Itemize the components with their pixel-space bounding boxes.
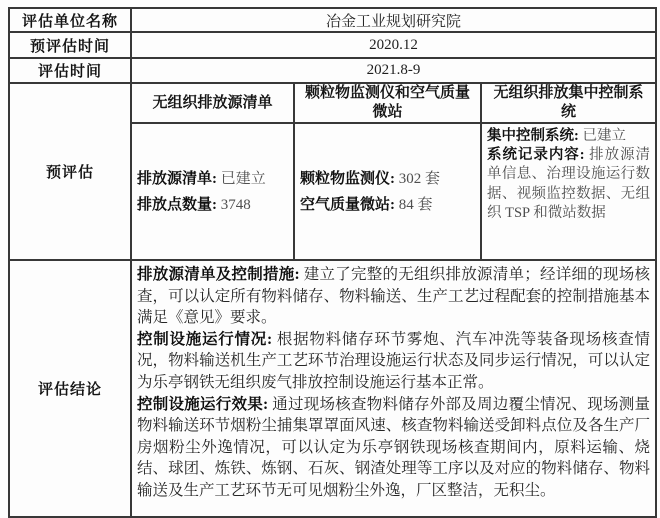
row-assess-unit [9, 8, 656, 32]
assessment-table [8, 7, 657, 518]
header-emission-inventory: 无组织排放源清单 [131, 83, 294, 123]
assessment-table-sheet [8, 7, 657, 518]
row-assess-time [9, 58, 656, 83]
preassess-time-label: 预评估时间 [9, 32, 131, 58]
conclusion-p1-text: 建立了完整的无组织排放源清单；经详细的现场核查，可以认定所有物料储存、物料输送、生产工艺过程配套的控制措施基本满足《意见》要求。 [137, 266, 651, 327]
assess-unit-value: 冶金工业规划研究院 [131, 8, 656, 32]
header-central-control-system: 无组织排放集中控制系统 [481, 83, 656, 123]
assess-time-value: 2021.8-9 [131, 58, 656, 83]
cell-central-control [481, 123, 656, 260]
microstation-value: 84 套 [398, 196, 433, 213]
central-control-status-line [487, 127, 650, 146]
conclusion-paragraph-effect [137, 394, 650, 502]
emission-points-label: 排放点数量: [137, 196, 217, 213]
conclusion-section-label: 评估结论 [9, 260, 131, 517]
central-control-value: 已建立 [582, 128, 626, 144]
conclusion-row [9, 260, 656, 517]
conclusion-p2-text: 根据物料储存环节雾炮、汽车冲洗等装备现场核查情况，物料输送机生产工艺环节治理设施运行状态及同步运行情况，可以认定为乐亭钢铁无组织废气排放控制设施运行基本正常。 [137, 330, 651, 391]
assess-unit-label: 评估单位名称 [9, 8, 131, 32]
conclusion-p3-text: 通过现场核查物料储存外部及周边覆尘情况、现场测量物料输送环节烟粉尘捕集罩罩面风速、核查物料输送受卸料点位及各生产厂房烟粉尘外逸情况，可以认定为乐亭钢铁现场核查期间内，原料运输、烧结、球团、炼铁、炼钢、石灰、钢渣处理等工序以及对应的物料储存、物料输送及生产工艺环节无可见烟粉尘外逸，厂区整洁，无积尘。 [137, 395, 651, 499]
header-pm-monitor-microstation: 颗粒物监测仪和空气质量微站 [294, 83, 481, 123]
system-record-value: 排放源清单信息、治理设施运行数据、视频监控数据、无组织 TSP 和微站数据 [487, 147, 651, 221]
pm-monitor-line [300, 166, 475, 192]
conclusion-paragraph-inventory [137, 264, 650, 329]
conclusion-text-cell [131, 260, 656, 517]
emission-points-line [137, 192, 288, 218]
pm-monitor-label: 颗粒物监测仪: [300, 170, 395, 187]
conclusion-p2-label: 控制设施运行情况: [137, 330, 273, 348]
system-record-line [487, 146, 650, 223]
assess-time-label: 评估时间 [9, 58, 131, 83]
preassess-time-value: 2020.12 [131, 32, 656, 58]
inventory-status-label: 排放源清单: [137, 170, 217, 187]
pm-monitor-value: 302 套 [398, 170, 441, 187]
preassess-section-label: 预评估 [9, 83, 131, 260]
cell-pm-monitor [294, 123, 481, 260]
conclusion-p1-label: 排放源清单及控制措施: [137, 266, 300, 283]
cell-emission-inventory [131, 123, 294, 260]
emission-points-value: 3748 [220, 196, 251, 213]
conclusion-paragraph-operation [137, 329, 650, 394]
row-preassess-time [9, 32, 656, 58]
system-record-label: 系统记录内容: [487, 147, 585, 164]
microstation-label: 空气质量微站: [300, 196, 395, 213]
microstation-line [300, 192, 475, 218]
preassess-header-row [9, 83, 656, 123]
inventory-status-line [137, 166, 288, 192]
inventory-status-value: 已建立 [220, 170, 266, 187]
conclusion-p3-label: 控制设施运行效果: [137, 395, 269, 413]
central-control-label: 集中控制系统: [487, 128, 579, 144]
